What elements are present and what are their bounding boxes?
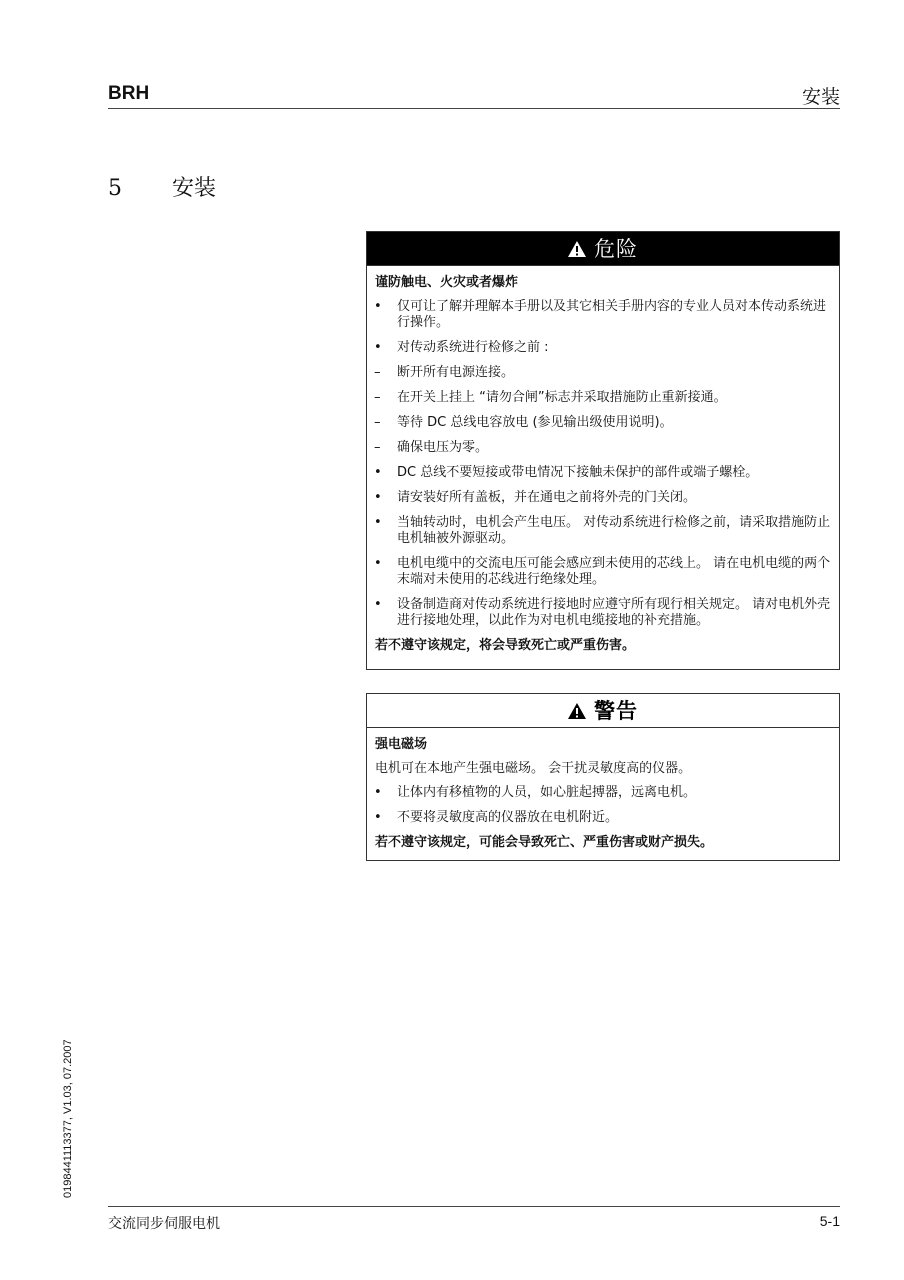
list-text: 当轴转动时，电机会产生电压。 对传动系统进行检修之前，请采取措施防止电机轴被外源驱动。 [397, 515, 831, 546]
danger-label: 危险 [594, 236, 638, 261]
warning-label: 警告 [594, 698, 638, 723]
warning-list [367, 785, 839, 826]
list-item [367, 597, 839, 629]
danger-subtitle: 谨防触电、火灾或者爆炸 [375, 275, 519, 290]
list-text: 在开关上挂上 “请勿合闸”标志并采取措施防止重新接通。 [397, 390, 727, 405]
list-marker: – [374, 440, 381, 455]
list-item [367, 515, 839, 547]
header-product: BRH [108, 83, 150, 104]
list-item [367, 440, 839, 456]
warning-intro: 电机可在本地产生强电磁场。 会干扰灵敏度高的仪器。 [375, 761, 692, 776]
list-marker: • [374, 299, 382, 314]
list-text: 等待 DC 总线电容放电 (参见输出级使用说明)。 [397, 415, 673, 430]
list-item [367, 465, 839, 481]
warning-subtitle: 强电磁场 [375, 737, 428, 752]
footer-divider [108, 1206, 840, 1207]
page-number: 5-1 [819, 1213, 840, 1229]
header-section: 安装 [801, 86, 840, 108]
chapter-title: 安装 [172, 176, 217, 201]
list-marker: • [374, 810, 382, 825]
danger-list [367, 299, 839, 629]
chapter-heading [108, 171, 216, 202]
list-item [367, 415, 839, 431]
list-marker: • [374, 556, 382, 571]
list-text: 设备制造商对传动系统进行接地时应遵守所有现行相关规定。 请对电机外壳进行接地处理，以此作为对电机电缆接地的补充措施。 [397, 597, 831, 628]
document-code: 0198441113377, V1.03, 07.2007 [62, 1039, 74, 1198]
list-item [367, 299, 839, 331]
danger-footer: 若不遵守该规定，将会导致死亡或严重伤害。 [375, 638, 636, 653]
list-marker: • [374, 490, 382, 505]
list-item [367, 340, 839, 356]
warning-triangle-icon [568, 241, 586, 257]
list-item [367, 810, 839, 826]
list-marker: • [374, 597, 382, 612]
footer-title: 交流同步伺服电机 [108, 1216, 220, 1232]
list-item [367, 490, 839, 506]
warning-box [366, 693, 840, 861]
warning-title-bar [367, 694, 839, 728]
warning-triangle-icon [568, 703, 586, 719]
list-text: 不要将灵敏度高的仪器放在电机附近。 [397, 810, 619, 825]
list-text: 让体内有移植物的人员，如心脏起搏器，远离电机。 [397, 785, 697, 800]
list-marker: • [374, 515, 382, 530]
warning-footer: 若不遵守该规定，可能会导致死亡、严重伤害或财产损失。 [375, 835, 714, 850]
list-text: 请安装好所有盖板，并在通电之前将外壳的门关闭。 [397, 490, 697, 505]
list-marker: • [374, 785, 382, 800]
list-text: 确保电压为零。 [397, 440, 489, 455]
list-marker: • [374, 465, 382, 480]
list-marker: – [374, 415, 381, 430]
list-item [367, 785, 839, 801]
list-item [367, 556, 839, 588]
list-text: 仅可让了解并理解本手册以及其它相关手册内容的专业人员对本传动系统进行操作。 [397, 299, 827, 330]
chapter-number: 5 [108, 176, 122, 201]
list-marker: • [374, 340, 382, 355]
list-text: 对传动系统进行检修之前 : [397, 340, 549, 355]
list-text: 电机电缆中的交流电压可能会感应到未使用的芯线上。 请在电机电缆的两个末端对未使用的芯线进行绝缘处理。 [397, 556, 831, 587]
danger-title-bar [367, 232, 839, 266]
list-item [367, 365, 839, 381]
list-item [367, 390, 839, 406]
list-marker: – [374, 390, 381, 405]
danger-box [366, 231, 840, 670]
header-divider [108, 108, 840, 109]
list-text: DC 总线不要短接或带电情况下接触未保护的部件或端子螺栓。 [397, 465, 759, 480]
list-text: 断开所有电源连接。 [397, 365, 515, 380]
list-marker: – [374, 365, 381, 380]
